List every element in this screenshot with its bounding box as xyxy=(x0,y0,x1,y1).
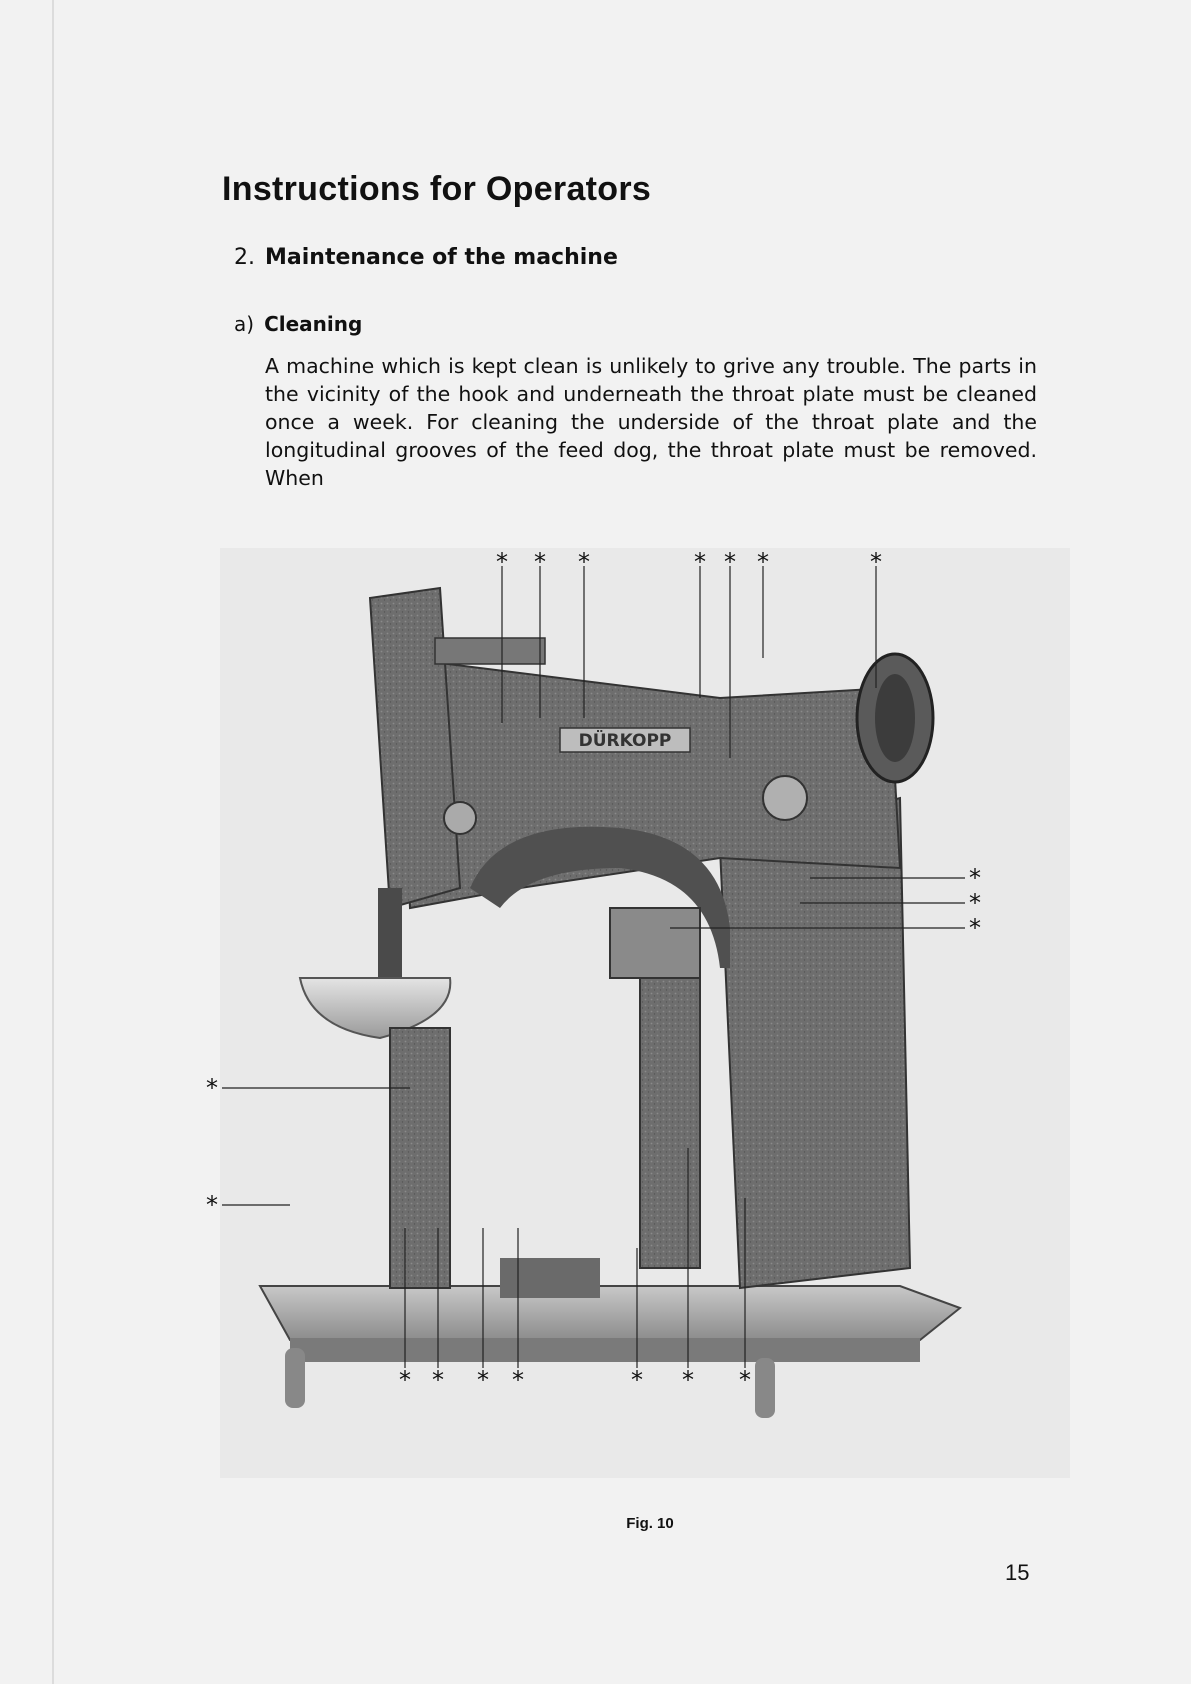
marker-top-2: * xyxy=(534,548,546,576)
foot-left xyxy=(285,1348,305,1408)
marker-bottom-5: * xyxy=(631,1366,643,1394)
marker-top-3: * xyxy=(578,548,590,576)
thread-guide-bar xyxy=(435,638,545,664)
marker-top-7: * xyxy=(870,548,882,576)
section-title: Maintenance of the machine xyxy=(265,245,618,270)
foot-right xyxy=(755,1358,775,1418)
base-front xyxy=(290,1338,920,1362)
knob xyxy=(763,776,807,820)
marker-top-6: * xyxy=(757,548,769,576)
marker-right-3: * xyxy=(969,914,981,942)
marker-bottom-4: * xyxy=(512,1366,524,1394)
marker-right-1: * xyxy=(969,864,981,892)
marker-top-1: * xyxy=(496,548,508,576)
post-head xyxy=(610,908,700,978)
marker-bottom-6: * xyxy=(682,1366,694,1394)
marker-bottom-7: * xyxy=(739,1366,751,1394)
marker-top-5: * xyxy=(724,548,736,576)
marker-left-2: * xyxy=(206,1191,218,1219)
subsection-title: Cleaning xyxy=(264,312,363,336)
figure-caption: Fig. 10 xyxy=(626,1515,674,1532)
rear-column xyxy=(720,798,910,1288)
section-heading xyxy=(234,245,618,270)
body-paragraph: A machine which is kept clean is unlikely to grive any trouble. The parts in the vicinity of the hook and underneath the throat plate must be cleaned once a week. For cleaning the underside of the throat plate and the longitudinal grooves of the feed dog, the throat plate must be removed. When xyxy=(265,354,1037,490)
marker-bottom-2: * xyxy=(432,1366,444,1394)
handwheel-hub xyxy=(875,674,915,762)
figure-sewing-machine xyxy=(200,548,1070,1498)
marker-right-2: * xyxy=(969,889,981,917)
base-block xyxy=(500,1258,600,1298)
left-post xyxy=(390,1028,450,1288)
section-number: 2. xyxy=(234,245,255,270)
subsection-letter: a) xyxy=(234,312,255,336)
subsection-heading xyxy=(234,312,362,336)
machine-base xyxy=(260,1286,960,1340)
page-title: Instructions for Operators xyxy=(222,170,652,208)
tension-disc xyxy=(444,802,476,834)
marker-left-1: * xyxy=(206,1074,218,1102)
right-post xyxy=(640,968,700,1268)
brand-label: DÜRKOPP xyxy=(578,731,672,751)
marker-top-4: * xyxy=(694,548,706,576)
page-edge xyxy=(52,0,54,1684)
page-number: 15 xyxy=(1005,1560,1030,1585)
marker-bottom-1: * xyxy=(399,1366,411,1394)
marker-bottom-3: * xyxy=(477,1366,489,1394)
sewing-machine-illustration xyxy=(200,548,1070,1498)
